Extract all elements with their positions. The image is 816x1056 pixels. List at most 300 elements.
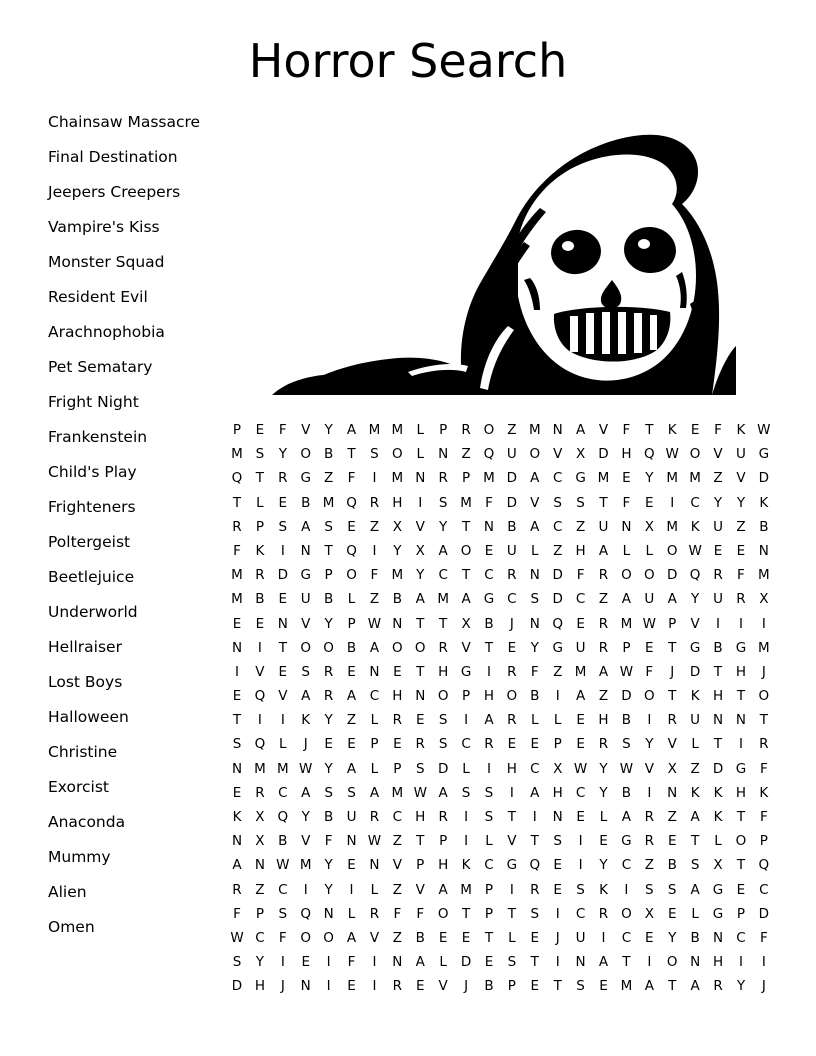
grid-cell: E [645,929,654,946]
grid-cell: I [761,615,766,632]
grid-cell: Y [255,954,265,971]
grid-cell: D [621,688,632,705]
grid-cell: B [301,494,311,511]
grid-cell: T [668,688,677,705]
grid-cell: T [553,978,562,995]
grid-cell: D [277,567,289,584]
grid-cell: E [278,494,288,511]
grid-cell: O [460,542,472,559]
grid-cell: V [301,833,311,850]
grid-cell: J [670,663,675,680]
grid-cell: C [575,784,586,801]
grid-cell: J [555,929,560,946]
grid-cell: M [620,615,633,632]
grid-cell: F [622,494,631,511]
grid-cell: V [301,615,311,632]
grid-cell: O [300,446,312,463]
grid-row [228,466,773,490]
grid-cell: G [483,591,495,608]
grid-cell: R [323,663,334,680]
grid-cell: Q [346,494,357,511]
grid-cell: O [666,954,678,971]
grid-cell: M [620,978,633,995]
grid-cell: A [461,591,471,608]
grid-cell: B [690,929,700,946]
grid-cell: I [303,881,308,898]
grid-cell: L [645,542,654,559]
grid-cell: L [714,833,722,850]
grid-cell: H [712,688,724,705]
grid-cell: U [735,446,746,463]
grid-cell: F [416,905,425,922]
grid-cell: D [758,470,770,487]
grid-cell: R [598,567,609,584]
grid-cell: F [278,929,287,946]
grid-cell: K [736,422,746,438]
grid-cell: F [278,422,287,438]
grid-cell: Y [439,518,448,535]
grid-cell: R [415,736,425,753]
grid-cell: Z [392,833,402,850]
grid-cell: L [508,929,516,946]
grid-cell: E [736,881,746,898]
grid-cell: F [324,833,333,850]
grid-cell: G [712,881,724,898]
grid-cell: X [759,591,769,608]
grid-cell: L [531,542,539,559]
grid-cell: T [713,736,723,753]
grid-cell: Y [691,591,700,608]
grid-cell: L [279,736,287,753]
grid-cell: P [484,905,494,922]
grid-cell: T [416,833,425,850]
grid-cell: W [665,446,679,463]
grid-cell: F [233,905,241,922]
grid-cell: F [759,929,768,946]
grid-cell: J [761,663,766,680]
grid-cell: Q [758,857,770,874]
grid-cell: S [484,809,494,825]
grid-cell: N [575,954,586,971]
grid-cell: R [759,736,769,753]
grid-cell: T [347,446,356,463]
grid-cell: E [690,422,700,438]
grid-cell: I [555,905,560,922]
grid-cell: Z [575,518,586,535]
grid-cell: E [278,591,288,608]
grid-cell: Y [645,736,654,753]
grid-cell: T [416,615,425,632]
grid-cell: U [506,446,517,463]
grid-cell: D [552,591,563,608]
grid-cell: H [575,542,586,559]
grid-cell: G [460,663,472,680]
grid-cell: Z [690,760,700,777]
word-list-item: Christine [48,743,118,761]
grid-cell: O [392,446,403,463]
grid-cell: T [691,833,700,850]
grid-cell: O [621,567,632,584]
grid-cell: O [758,688,770,705]
grid-cell: U [506,542,517,559]
grid-cell: I [555,688,560,705]
grid-cell: P [461,470,471,487]
grid-cell: V [553,446,563,463]
grid-cell: L [370,712,379,729]
grid-cell: R [369,809,380,825]
grid-cell: T [645,422,654,438]
grid-cell: Q [483,446,495,463]
grid-row [228,612,773,636]
grid-cell: Q [529,857,541,874]
grid-cell: X [644,518,654,535]
grid-cell: M [322,494,335,511]
grid-cell: G [735,639,747,656]
grid-cell: U [575,929,586,946]
grid-cell: X [575,446,586,463]
grid-row [228,757,773,781]
grid-cell: G [506,857,518,874]
grid-cell: T [324,542,333,559]
grid-cell: F [347,470,356,487]
grid-cell: W [688,542,702,559]
grid-cell: L [531,712,539,729]
grid-cell: B [484,615,494,632]
grid-cell: R [392,978,403,995]
grid-cell: E [576,809,585,825]
grid-cell: E [553,857,562,874]
grid-cell: N [300,978,311,995]
grid-cell: R [644,809,654,825]
grid-cell: H [392,688,403,705]
grid-cell: F [576,567,585,584]
grid-cell: P [622,639,631,656]
grid-cell: B [484,978,494,995]
grid-cell: Q [300,905,312,922]
grid-cell: H [621,446,632,463]
word-list-item: Hellraiser [48,638,122,656]
grid-cell: T [713,663,723,680]
grid-cell: W [230,929,244,946]
grid-cell: O [529,446,541,463]
grid-cell: L [370,760,379,777]
grid-cell: N [552,809,563,825]
grid-cell: L [347,905,356,922]
grid-cell: A [530,470,540,487]
grid-cell: S [438,494,448,511]
grid-cell: H [392,494,403,511]
grid-cell: P [393,760,402,777]
grid-cell: V [530,494,540,511]
grid-cell: E [530,929,540,946]
grid-cell: C [530,760,540,777]
grid-cell: J [303,736,308,753]
grid-cell: Z [553,542,563,559]
grid-cell: M [758,567,770,584]
grid-cell: Q [254,736,266,753]
grid-cell: V [461,639,471,656]
grid-cell: E [347,978,356,995]
grid-cell: Z [369,518,380,535]
grid-cell: I [509,881,514,898]
grid-cell: Z [598,591,609,608]
grid-cell: P [439,833,448,850]
grid-cell: C [484,567,494,584]
grid-cell: H [438,663,449,680]
grid-cell: E [415,978,425,995]
grid-cell: N [415,470,426,487]
grid-cell: B [759,518,769,535]
grid-cell: Q [231,470,243,487]
grid-cell: F [485,494,493,511]
grid-cell: H [552,784,563,801]
word-list-item: Monster Squad [48,253,165,271]
grid-cell: V [690,615,700,632]
grid-cell: O [506,688,518,705]
grid-cell: S [553,494,562,511]
grid-cell: A [301,784,311,801]
grid-cell: A [438,784,448,801]
grid-cell: I [647,954,652,971]
grid-cell: E [484,954,494,971]
grid-row [228,587,773,611]
grid-cell: E [255,615,265,632]
grid-cell: R [255,567,265,584]
grid-cell: M [391,784,404,801]
grid-cell: A [232,857,242,874]
grid-cell: J [509,615,514,632]
grid-cell: C [438,567,448,584]
word-list-item: Beetlejuice [48,568,135,586]
grid-cell: D [598,446,609,463]
grid-cell: F [393,905,402,922]
grid-cell: R [484,736,494,753]
grid-cell: G [735,760,747,777]
grid-cell: L [416,446,425,463]
grid-cell: G [621,833,632,850]
grid-cell: E [599,833,608,850]
grid-cell: C [552,518,563,535]
grid-cell: V [598,422,609,438]
grid-cell: P [347,615,356,632]
grid-cell: I [601,929,606,946]
grid-cell: E [232,615,242,632]
grid-cell: N [392,615,403,632]
grid-cell: A [530,784,540,801]
word-list-item: Arachnophobia [48,323,165,341]
grid-cell: K [759,494,769,511]
grid-cell: B [278,833,288,850]
grid-cell: L [691,736,699,753]
word-list-item: Child's Play [48,463,137,481]
grid-cell: M [299,857,312,874]
grid-cell: S [553,833,562,850]
grid-cell: W [619,760,634,777]
grid-cell: Y [324,881,333,898]
grid-cell: N [735,712,746,729]
grid-row [228,636,773,660]
grid-cell: V [392,857,402,874]
grid-cell: R [736,591,746,608]
grid-cell: I [235,663,239,680]
grid-cell: C [461,736,471,753]
grid-cell: R [255,784,265,801]
grid-cell: R [461,422,471,438]
grid-cell: T [668,639,677,656]
grid-cell: K [690,784,700,801]
grid-cell: P [668,615,677,632]
grid-cell: Q [643,446,655,463]
grid-cell: X [667,760,677,777]
grid-cell: I [761,954,766,971]
grid-cell: D [667,567,678,584]
grid-cell: U [346,809,357,825]
grid-cell: M [437,591,449,608]
grid-cell: Y [599,760,608,777]
grid-cell: O [666,542,678,559]
grid-cell: Y [324,857,333,874]
grid-cell: P [255,518,264,535]
grid-cell: M [391,422,404,438]
hooded-skull-reaper-illustration [268,100,738,405]
grid-cell: S [301,663,310,680]
grid-cell: W [276,857,290,874]
grid-cell: O [621,905,632,922]
grid-cell: K [232,809,242,825]
grid-cell: C [552,470,563,487]
grid-cell: Z [736,518,746,535]
grid-cell: G [758,446,770,463]
grid-cell: L [485,833,493,850]
grid-cell: C [621,929,632,946]
grid-cell: A [369,639,380,656]
grid-cell: A [484,712,494,729]
grid-cell: Z [392,929,402,946]
grid-cell: J [464,978,469,995]
grid-cell: I [555,954,560,971]
grid-cell: I [647,784,652,801]
grid-cell: C [759,881,769,898]
grid-cell: I [280,542,285,559]
grid-cell: U [644,591,655,608]
grid-cell: E [461,929,471,946]
grid-cell: M [391,470,404,487]
grid-cell: H [438,857,449,874]
grid-cell: R [507,567,517,584]
grid-cell: L [691,905,699,922]
grid-cell: B [392,591,402,608]
grid-cell: S [415,760,425,777]
word-search-grid [228,418,773,999]
grid-cell: L [439,954,447,971]
grid-cell: K [690,688,700,705]
grid-cell: N [231,760,243,777]
grid-cell: L [347,591,356,608]
grid-cell: M [231,446,243,463]
word-list-item: Mummy [48,848,111,866]
grid-cell: Y [645,470,654,487]
grid-cell: Z [553,663,563,680]
word-list-item: Underworld [48,603,138,621]
grid-cell: T [439,615,448,632]
grid-cell: E [530,978,540,995]
grid-cell: T [232,712,242,729]
grid-cell: V [644,760,654,777]
grid-cell: Z [713,470,723,487]
grid-cell: B [323,591,334,608]
grid-cell: S [576,978,585,995]
grid-cell: N [529,567,540,584]
grid-cell: W [367,833,382,850]
grid-cell: I [257,639,262,656]
grid-row [228,829,773,853]
grid-cell: R [438,809,448,825]
word-list-item: Pet Sematary [48,358,153,376]
grid-cell: K [255,542,265,559]
grid-cell: N [483,518,495,535]
grid-cell: E [667,833,677,850]
grid-cell: S [622,736,631,753]
grid-cell: R [278,470,288,487]
grid-cell: I [624,881,629,898]
word-list-item: Resident Evil [48,288,148,306]
grid-cell: D [712,760,724,777]
grid-cell: A [438,881,448,898]
grid-cell: E [393,736,402,753]
grid-cell: I [326,954,331,971]
grid-cell: B [530,688,540,705]
grid-cell: Z [324,470,334,487]
grid-cell: M [666,470,679,487]
word-list-item: Fright Night [48,393,139,411]
grid-cell: W [619,663,634,680]
grid-cell: M [368,422,381,438]
grid-cell: A [621,809,632,825]
grid-row [228,974,773,998]
grid-cell: R [713,567,723,584]
grid-cell: W [413,784,427,801]
grid-cell: R [392,712,403,729]
grid-cell: S [530,591,540,608]
grid-cell: Y [668,929,677,946]
grid-cell: E [347,736,356,753]
grid-cell: P [736,905,746,922]
grid-cell: N [667,784,678,801]
grid-cell: B [621,784,632,801]
grid-cell: E [599,978,608,995]
grid-cell: U [713,591,723,608]
grid-cell: G [300,470,311,487]
grid-cell: I [509,784,514,801]
grid-cell: W [299,760,313,777]
grid-cell: L [622,542,631,559]
grid-row [228,805,773,829]
grid-cell: A [346,760,357,777]
grid-cell: X [255,833,265,850]
grid-cell: F [759,760,768,777]
grid-cell: N [712,929,724,946]
grid-cell: I [738,954,743,971]
grid-cell: M [528,422,541,438]
grid-row [228,660,773,684]
grid-cell: Q [346,542,357,559]
grid-cell: E [415,712,425,729]
grid-cell: E [507,736,517,753]
grid-row [228,563,773,587]
grid-cell: Q [689,567,701,584]
grid-cell: R [369,494,380,511]
grid-cell: B [255,591,265,608]
